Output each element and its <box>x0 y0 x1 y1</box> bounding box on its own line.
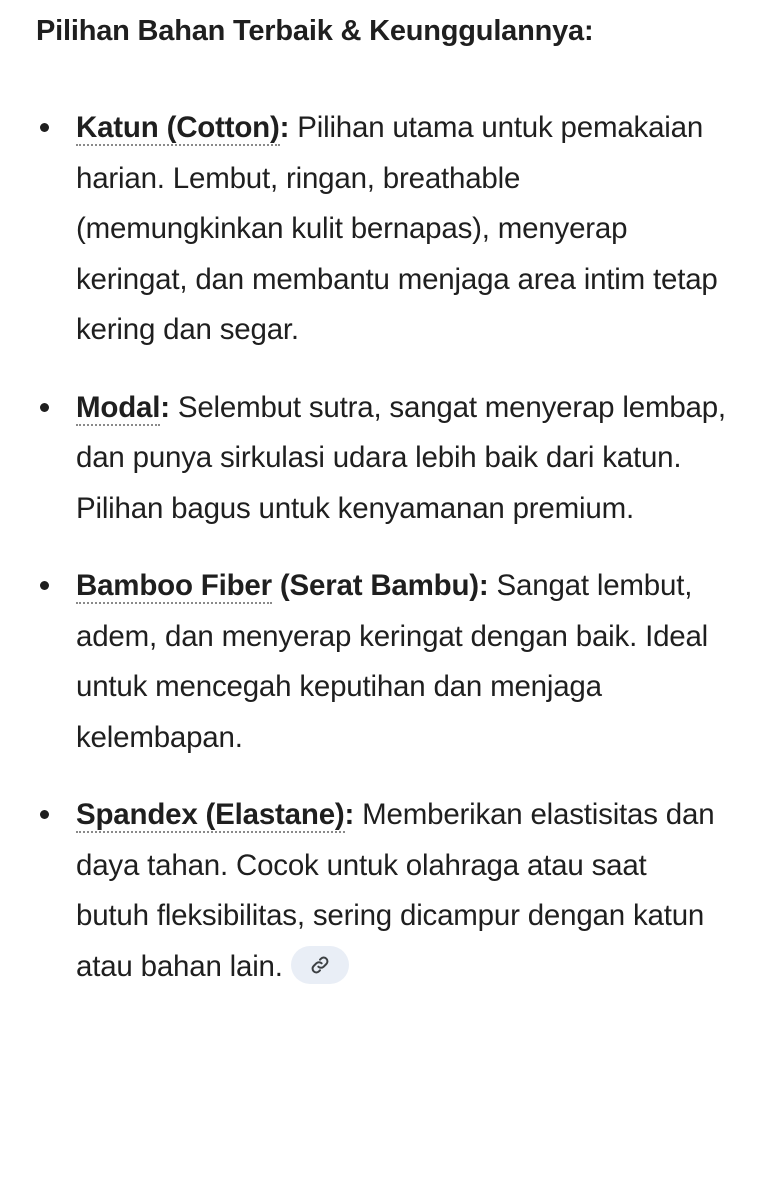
term-link-modal[interactable]: Modal <box>76 390 161 424</box>
fabric-list <box>36 103 726 992</box>
list-item-spandex <box>36 790 726 992</box>
list-item-bamboo <box>36 561 726 763</box>
term-suffix: : <box>344 798 355 831</box>
item-description: Sangat lembut, adem, dan menyerap keringat dengan baik. Ideal untuk mencegah keputihan dan menjaga kelembapan. <box>76 569 709 754</box>
bullet-icon <box>40 581 49 590</box>
article-section <box>36 6 726 1019</box>
section-heading: Pilihan Bahan Terbaik & Keunggulannya: <box>36 15 594 47</box>
list-item-cotton <box>36 103 726 356</box>
link-icon <box>310 955 330 975</box>
term-suffix: : <box>160 390 170 424</box>
term-link-spandex[interactable]: Spandex (Elastane) <box>76 798 345 831</box>
bullet-icon <box>40 810 49 819</box>
term-suffix: : <box>279 111 290 144</box>
bullet-icon <box>40 123 49 132</box>
bullet-icon <box>40 403 49 412</box>
list-item-modal <box>36 383 726 535</box>
source-link-button[interactable] <box>291 946 349 984</box>
item-description: Selembut sutra, sangat menyerap lembap, dan punya sirkulasi udara lebih baik dari katun. Pilihan bagus untuk kenyamanan premium. <box>76 390 726 525</box>
term-suffix: (Serat Bambu): <box>271 569 489 602</box>
term-link-cotton[interactable]: Katun (Cotton) <box>76 111 280 144</box>
item-description: Pilihan utama untuk pemakaian harian. Lembut, ringan, breathable (memungkinkan kulit bernapas), menyerap keringat, dan membantu menjaga area intim tetap kering dan segar. <box>76 111 718 346</box>
term-link-bamboo[interactable]: Bamboo Fiber <box>76 569 272 602</box>
item-description: Memberikan elastisitas dan daya tahan. Cocok untuk olahraga atau saat butuh fleksibilitas, sering dicampur dengan katun atau bahan lain. <box>76 798 715 983</box>
